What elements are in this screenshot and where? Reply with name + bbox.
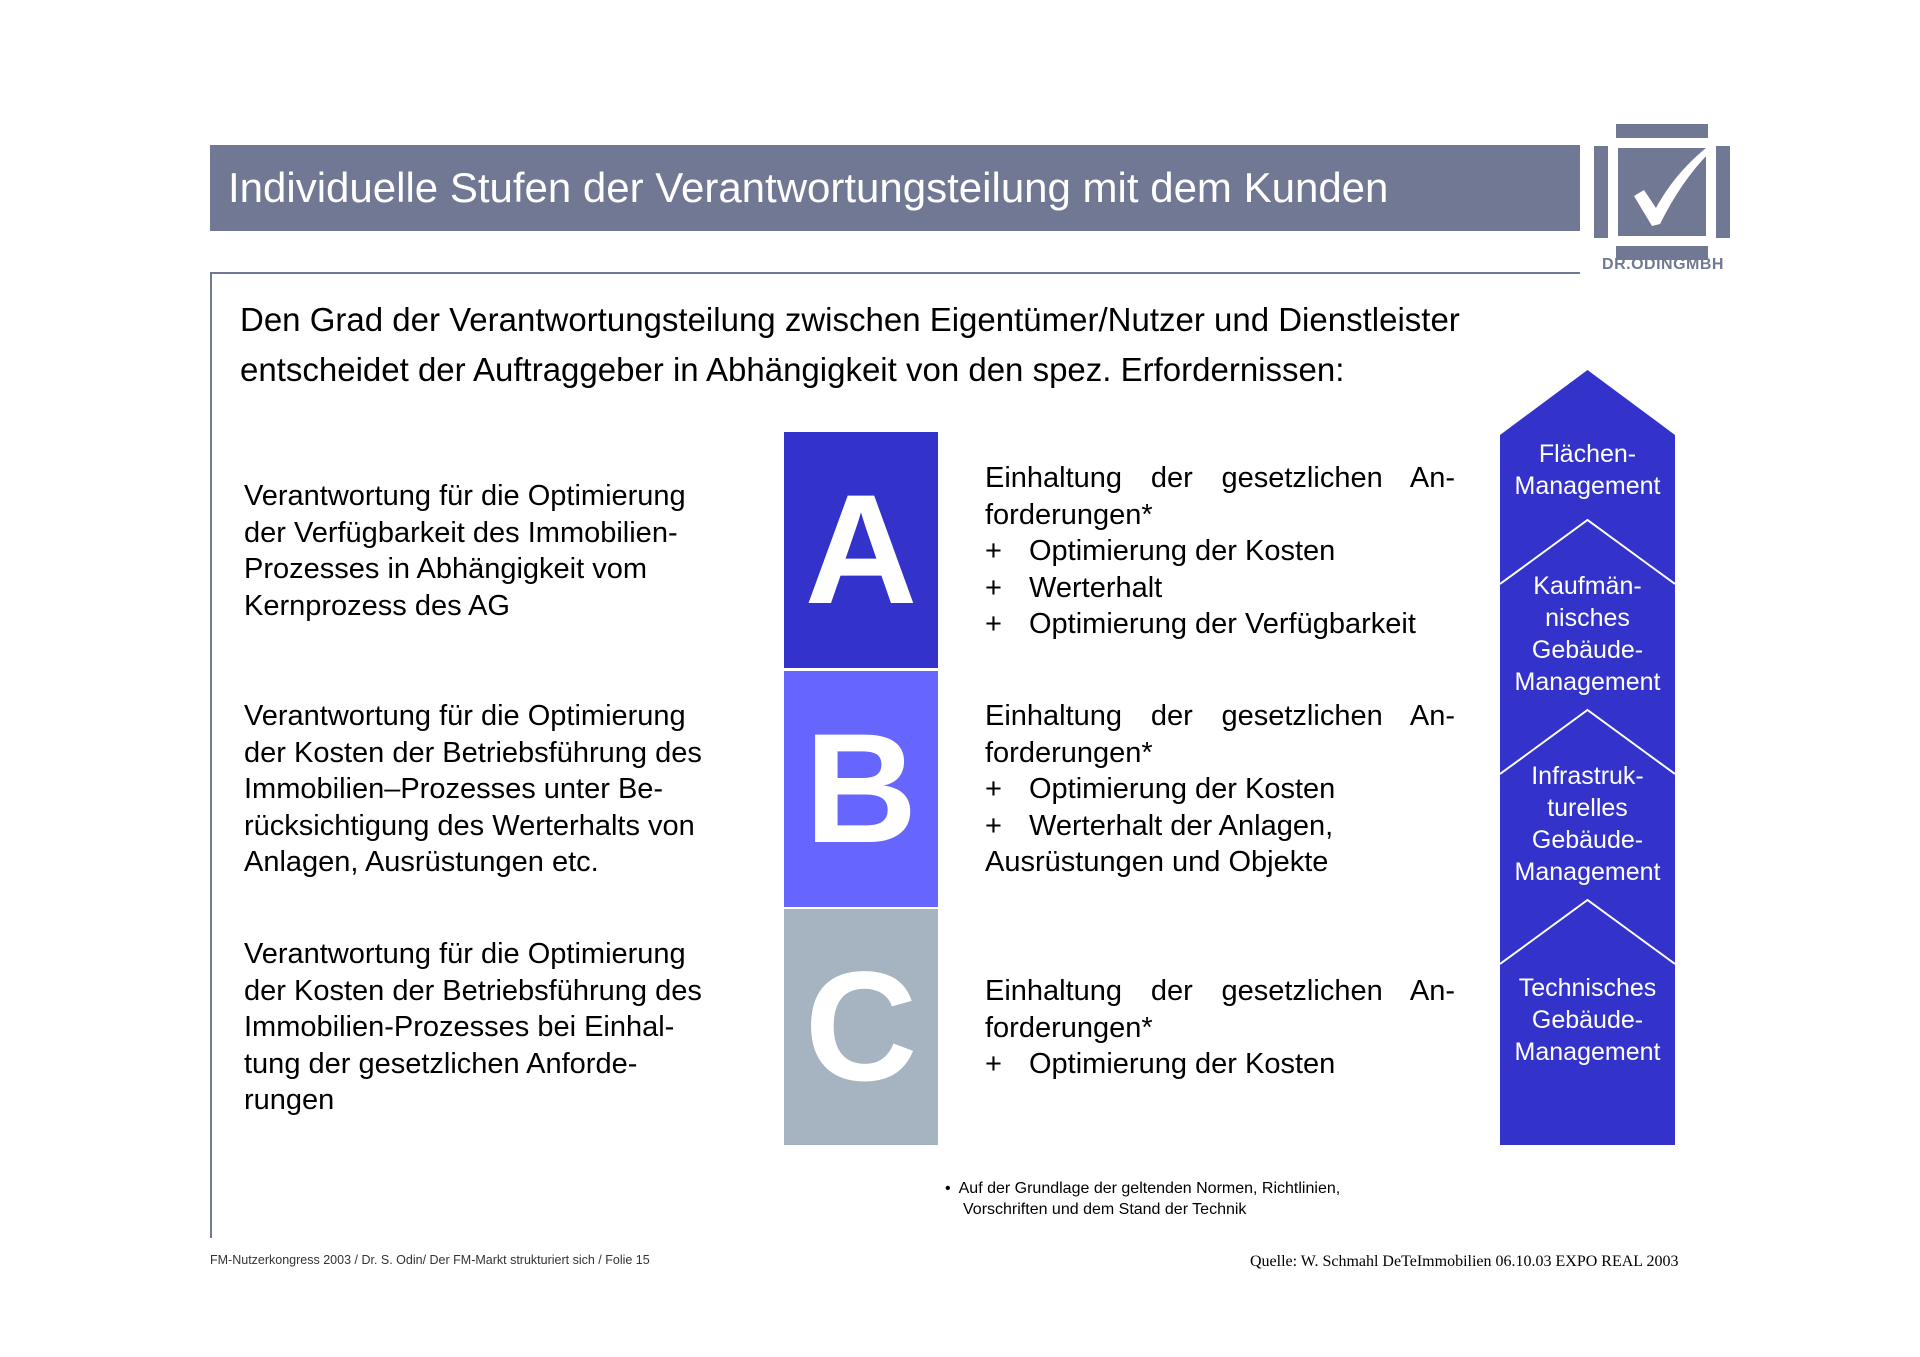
level-c-requirements: Einhaltung der gesetzlichen An- forderungen* + Optimierung der Kosten [985, 975, 1455, 1080]
level-a-requirements: Einhaltung der gesetzlichen An- forderungen* + Optimierung der Kosten + Werterhalt + Optimierung der Verfügbarkeit [985, 462, 1455, 640]
level-c-letter: C [804, 940, 918, 1114]
level-a-letter: A [804, 463, 918, 637]
footer-left: FM-Nutzerkongress 2003 / Dr. S. Odin/ Der FM-Markt strukturiert sich / Folie 15 [210, 1253, 650, 1267]
arrow-segment-technisches-gebaeudemanagement: Technisches Gebäude- Management [1514, 974, 1661, 1066]
level-b-block [784, 671, 938, 907]
level-a-block [784, 432, 938, 668]
arrow-segment-flaechen-management: Flächen- Management [1514, 440, 1661, 500]
level-b-letter: B [804, 702, 918, 876]
company-logo [1594, 124, 1730, 260]
level-a-description: Verantwortung für die Optimierung der Verfügbarkeit des Immobilien- Prozesses in Abhängigkeit vom Kernprozess des AG [244, 480, 686, 622]
logo-text: DR.ODINGMBH [1602, 256, 1724, 273]
level-b-requirements: Einhaltung der gesetzlichen An- forderungen* + Optimierung der Kosten + Werterhalt der Anlagen, Ausrüstungen und Objekte [985, 700, 1455, 878]
intro-line-2: entscheidet der Auftraggeber in Abhängigkeit von den spez. Erfordernissen: [240, 351, 1345, 388]
arrow-segment-kaufmaennisches-gebaeudemanagement: Kaufmän- nisches Gebäude- Management [1514, 572, 1661, 696]
divider-left [210, 272, 212, 1238]
level-c-description: Verantwortung für die Optimierung der Kosten der Betriebsführung des Immobilien-Prozesses bei Einhal- tung der gesetzlichen Anforde- rungen [244, 938, 702, 1116]
level-c-block [784, 909, 938, 1145]
footer-source: Quelle: W. Schmahl DeTeImmobilien 06.10.03 EXPO REAL 2003 [1250, 1253, 1679, 1270]
page-title: Individuelle Stufen der Verantwortungsteilung mit dem Kunden [228, 164, 1389, 211]
title-bar [210, 145, 1580, 231]
divider-top [210, 272, 1580, 274]
arrow-segment-infrastrukturelles-gebaeudemanagement: Infrastruk- turelles Gebäude- Management [1514, 762, 1661, 886]
intro-line-1: Den Grad der Verantwortungsteilung zwischen Eigentümer/Nutzer und Dienstleister [240, 301, 1460, 338]
footnote: • Auf der Grundlage der geltenden Normen, Richtlinien, Vorschriften und dem Stand der Technik [945, 1180, 1341, 1218]
footnote-bullet: • [945, 1180, 951, 1197]
level-b-description: Verantwortung für die Optimierung der Kosten der Betriebsführung des Immobilien–Prozesses unter Be- rücksichtigung des Werterhalts von Anlagen, Ausrüstungen etc. [244, 700, 702, 878]
